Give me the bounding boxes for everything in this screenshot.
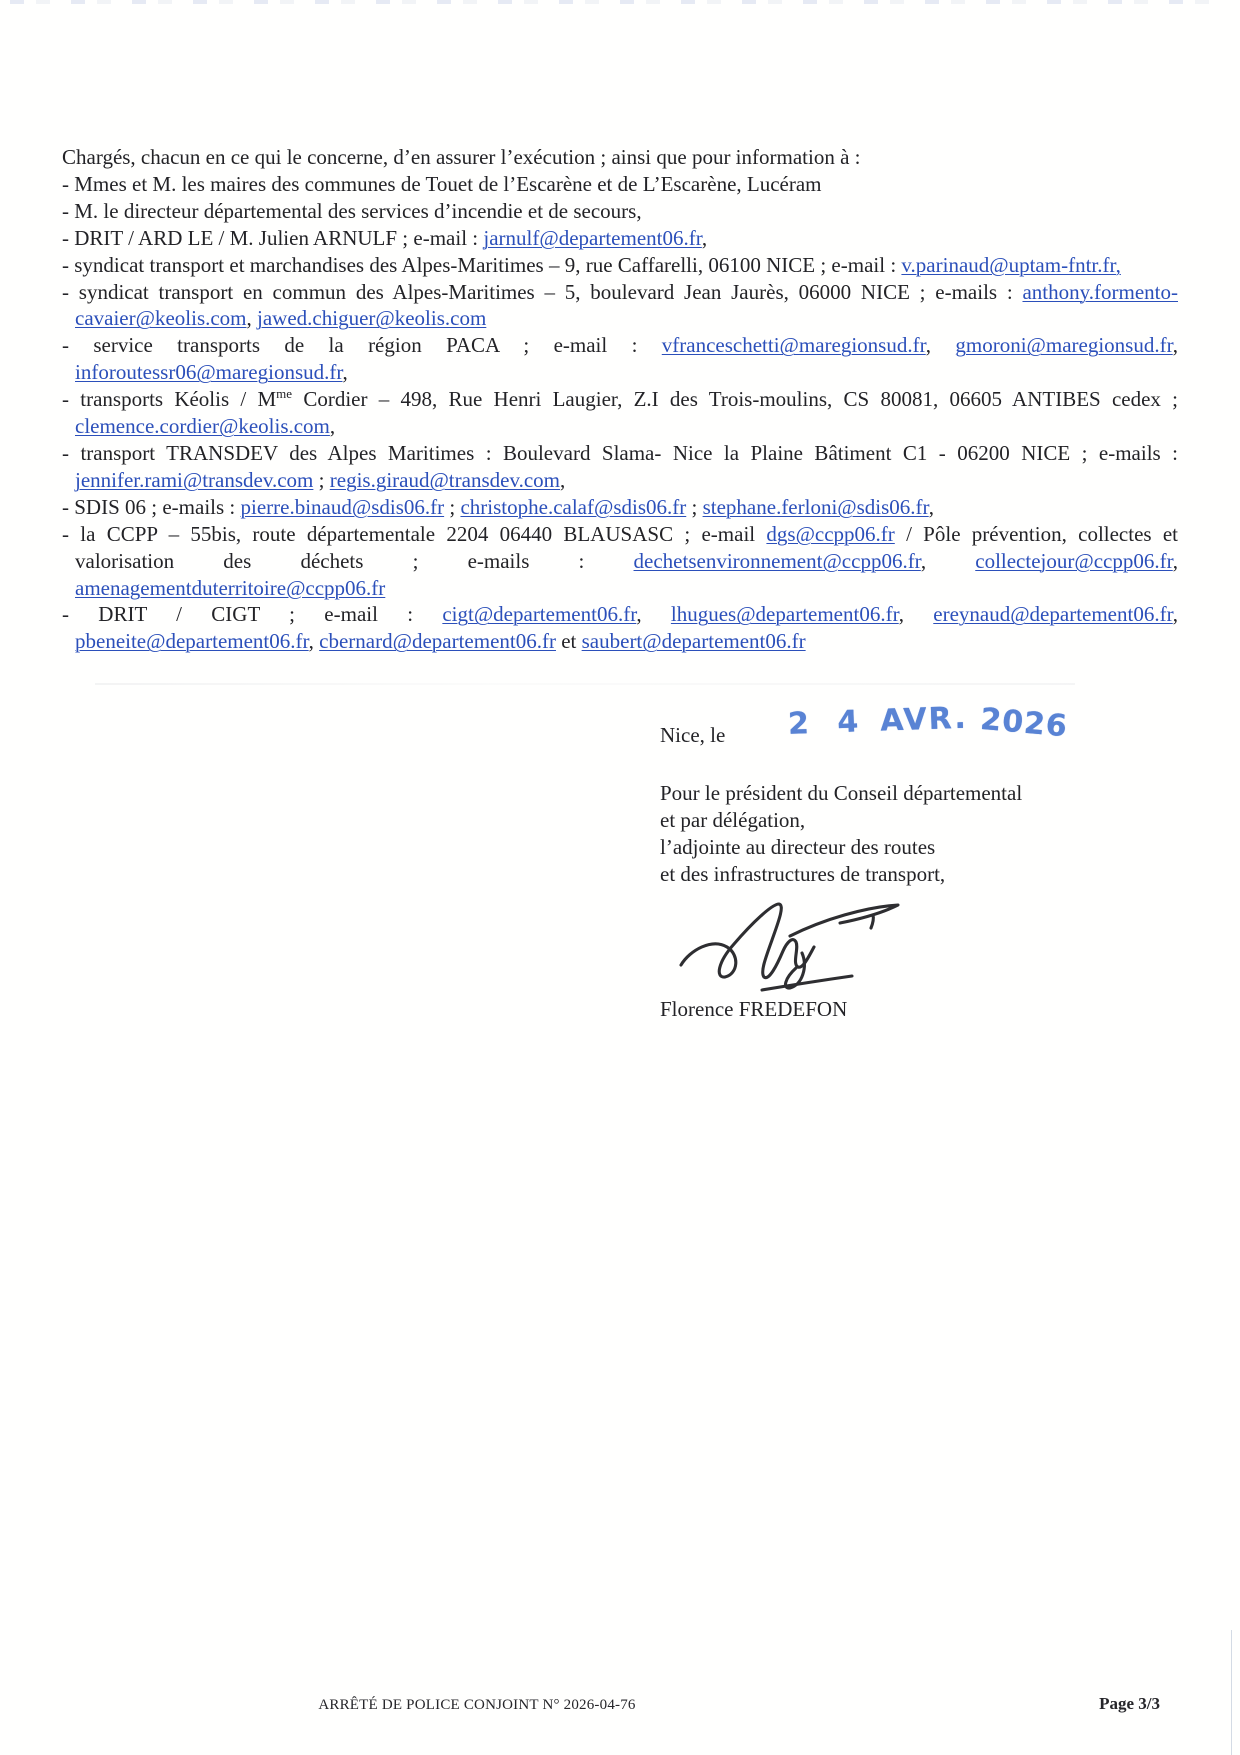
email-link[interactable]: saubert@departement06.fr: [581, 629, 806, 654]
email-link[interactable]: gmoroni@maregionsud.fr: [955, 333, 1173, 358]
stamp-month: AVR.: [879, 700, 969, 739]
distribution-list-item: - service transports de la région PACA ; e-mail : vfranceschetti@maregionsud.fr, gmoroni@maregionsud.fr, inforoutessr06@maregionsud.fr,: [62, 333, 1178, 385]
signer-name: Florence FREDEFON: [660, 997, 848, 1021]
distribution-list: [62, 171, 1178, 655]
distribution-list-item: - SDIS 06 ; e-mails : pierre.binaud@sdis06.fr ; christophe.calaf@sdis06.fr ; stephane.ferloni@sdis06.fr,: [62, 494, 934, 519]
delegation-lines: [660, 780, 1120, 888]
distribution-list-item: - transport TRANSDEV des Alpes Maritimes : Boulevard Slama- Nice la Plaine Bâtiment C1 - 06200 NICE ; e-mails : jennifer.rami@transdev.com ; regis.giraud@transdev.com,: [62, 440, 1178, 492]
email-link[interactable]: v.parinaud@uptam-fntr.fr,: [901, 252, 1121, 277]
distribution-list-item: - transports Kéolis / $M^{me}$ Cordier – 498, Rue Henri Laugier, Z.I des Trois-moulins, CS 80081, 06605 ANTIBES cedex ; clemence.cordier@keolis.com,: [62, 386, 1179, 439]
email-link[interactable]: collectejour@ccpp06.fr: [975, 548, 1173, 573]
execution-clause: Chargés, chacun en ce qui le concerne, d’en assurer l’exécution ; ainsi que pour information à :: [62, 145, 861, 169]
delegation-line-2: et par délégation,: [660, 808, 806, 832]
place-date-label: Nice, le: [660, 723, 726, 747]
email-link[interactable]: ereynaud@departement06.fr: [933, 602, 1173, 627]
distribution-list-item: - M. le directeur départemental des services d’incendie et de secours,: [62, 198, 642, 223]
distribution-list-item: - DRIT / ARD LE / M. Julien ARNULF ; e-mail : jarnulf@departement06.fr,: [62, 225, 708, 250]
footer-document-reference: ARRÊTÉ DE POLICE CONJOINT N° 2026-04-76: [318, 1697, 636, 1713]
email-link[interactable]: stephane.ferloni@sdis06.fr: [702, 494, 929, 519]
place-date-line: [660, 700, 1120, 749]
scan-artifact-right-edge: [1231, 1630, 1232, 1755]
distribution-list-item: - DRIT / CIGT ; e-mail : cigt@departement06.fr, lhugues@departement06.fr, ereynaud@departement06.fr, pbeneite@departement06.fr, cbernard@departement06.fr et saubert@departement06.fr: [62, 602, 1178, 654]
email-link[interactable]: inforoutessr06@maregionsud.fr: [75, 360, 343, 385]
email-link[interactable]: dgs@ccpp06.fr: [766, 521, 895, 546]
distribution-list-item: - syndicat transport et marchandises des Alpes-Maritimes – 9, rue Caffarelli, 06100 NICE ; e-mail : v.parinaud@uptam-fntr.fr,: [62, 252, 1121, 277]
superscript-text: me: [276, 386, 293, 402]
email-link[interactable]: vfranceschetti@maregionsud.fr: [661, 333, 926, 358]
email-link[interactable]: cigt@departement06.fr: [442, 602, 637, 627]
email-link[interactable]: clemence.cordier@keolis.com: [75, 414, 330, 439]
scan-artifact-top-edge: [10, 0, 1230, 4]
email-link[interactable]: dechetsenvironnement@ccpp06.fr: [633, 548, 921, 573]
scan-artifact-smudge: [95, 683, 1075, 685]
email-link[interactable]: anthony.formento-cavaier@keolis.com: [75, 279, 1178, 331]
email-link[interactable]: jawed.chiguer@keolis.com: [257, 306, 487, 331]
email-link[interactable]: jennifer.rami@transdev.com: [75, 467, 314, 492]
email-link[interactable]: lhugues@departement06.fr: [670, 602, 899, 627]
handwritten-signature-icon: [674, 893, 906, 995]
document-body: [62, 144, 1178, 655]
footer-page-indicator: Page 3/3: [1099, 1694, 1160, 1713]
delegation-line-3: l’adjointe au directeur des routes: [660, 835, 936, 859]
distribution-list-item: - syndicat transport en commun des Alpes-Maritimes – 5, boulevard Jean Jaurès, 06000 NICE ; e-mails : anthony.formento-cavaier@keolis.com, jawed.chiguer@keolis.com: [62, 279, 1178, 331]
email-link[interactable]: regis.giraud@transdev.com: [329, 467, 560, 492]
delegation-line-1: Pour le président du Conseil départemental: [660, 781, 1023, 805]
stamp-day: 2 4: [787, 704, 868, 742]
email-link[interactable]: jarnulf@departement06.fr: [483, 225, 702, 250]
email-link[interactable]: christophe.calaf@sdis06.fr: [460, 494, 687, 519]
date-stamp: [787, 700, 1069, 745]
signature-block: [660, 700, 1120, 1023]
email-link[interactable]: pierre.binaud@sdis06.fr: [240, 494, 445, 519]
delegation-line-4: et des infrastructures de transport,: [660, 862, 946, 886]
distribution-list-item: - Mmes et M. les maires des communes de Touet de l’Escarène et de L’Escarène, Lucéram: [62, 171, 822, 196]
email-link[interactable]: amenagementduterritoire@ccpp06.fr: [75, 575, 386, 600]
email-link[interactable]: cbernard@departement06.fr: [319, 629, 556, 654]
stamp-year: 2026: [978, 701, 1069, 745]
email-link[interactable]: pbeneite@departement06.fr: [75, 629, 309, 654]
distribution-list-item: - la CCPP – 55bis, route départementale 2204 06440 BLAUSASC ; e-mail dgs@ccpp06.fr / Pôle prévention, collectes et valorisation des déchets ; e-mails : dechetsenvironnement@ccpp06.fr, collectejour@ccpp06.fr, amenagementduterritoire@ccpp06.fr: [62, 521, 1179, 600]
